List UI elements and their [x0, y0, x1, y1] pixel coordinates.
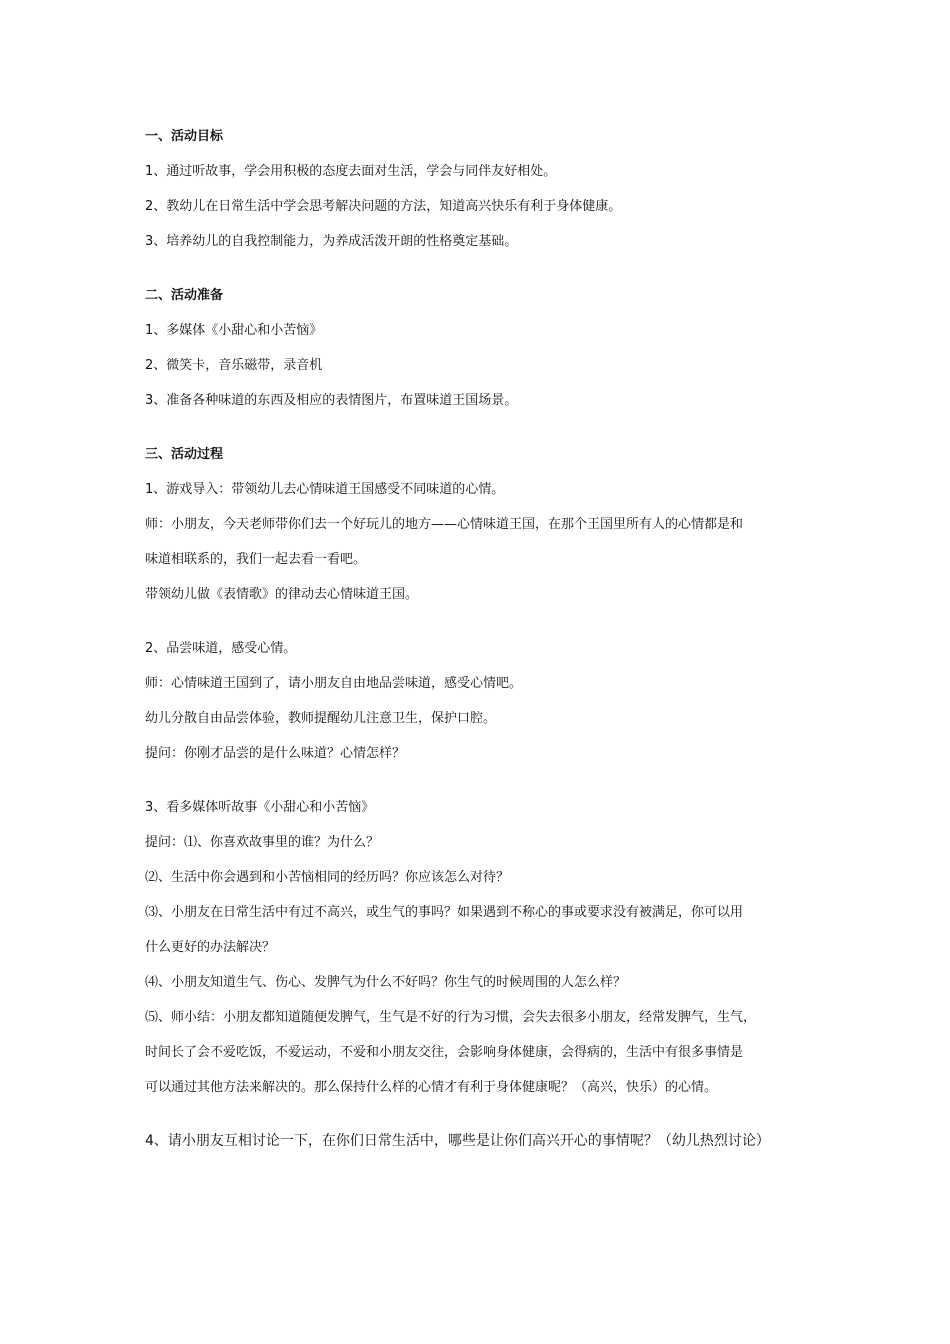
step1-line: 带领幼儿做《表情歌》的律动去心情味道王国。	[145, 587, 419, 602]
step3-line: ⑵、生活中你会遇到和小苦恼相同的经历吗？你应该怎么对待？	[145, 870, 510, 885]
prep-item-1: 1、多媒体《小甜心和小苦恼》	[145, 323, 323, 338]
step3-line: 什么更好的办法解决？	[145, 940, 276, 955]
step1-title: 1、游戏导入：带领幼儿去心情味道王国感受不同味道的心情。	[145, 482, 505, 497]
step1-line: 师：小朋友，今天老师带你们去一个好玩儿的地方——心情味道王国，在那个王国里所有人的心情都是和	[145, 517, 744, 532]
prep-item-3: 3、准备各种味道的东西及相应的表情图片，布置味道王国场景。	[145, 393, 518, 408]
step3-line: ⑷、小朋友知道生气、伤心、发脾气为什么不好吗？你生气的时候周围的人怎么样？	[145, 975, 627, 990]
step3-line: 时间长了会不爱吃饭，不爱运动，不爱和小朋友交往，会影响身体健康，会得病的，生活中有很多事情是	[145, 1045, 744, 1060]
step1-line: 味道相联系的，我们一起去看一看吧。	[145, 552, 367, 567]
step3-title: 3、看多媒体听故事《小甜心和小苦恼》	[145, 800, 375, 815]
step2-title: 2、品尝味道，感受心情。	[145, 641, 297, 656]
prep-item-2: 2、微笑卡，音乐磁带，录音机	[145, 358, 323, 373]
section-heading-process: 三、活动过程	[145, 447, 224, 462]
step2-line: 提问：你刚才品尝的是什么味道？心情怎样？	[145, 746, 406, 761]
step2-line: 师：心情味道王国到了，请小朋友自由地品尝味道，感受心情吧。	[145, 676, 523, 691]
section-heading-goals: 一、活动目标	[145, 129, 224, 144]
step3-line: 提问：⑴、你喜欢故事里的谁？为什么？	[145, 835, 380, 850]
step4-title: 4、请小朋友互相讨论一下，在你们日常生活中，哪些是让你们高兴开心的事情呢？（幼儿热烈讨论）	[145, 1133, 770, 1149]
step3-line: ⑸、师小结：小朋友都知道随便发脾气，生气是不好的行为习惯，会失去很多小朋友，经常发脾气，生气，	[145, 1010, 757, 1025]
step3-line: ⑶、小朋友在日常生活中有过不高兴，或生气的事吗？如果遇到不称心的事或要求没有被满足，你可以用	[145, 905, 744, 920]
goal-item-3: 3、培养幼儿的自我控制能力，为养成活泼开朗的性格奠定基础。	[145, 234, 518, 249]
goal-item-2: 2、教幼儿在日常生活中学会思考解决问题的方法，知道高兴快乐有利于身体健康。	[145, 199, 622, 214]
goal-item-1: 1、通过听故事，学会用积极的态度去面对生活，学会与同伴友好相处。	[145, 164, 557, 179]
step3-line: 可以通过其他方法来解决的。那么保持什么样的心情才有利于身体健康呢？（高兴，快乐）的心情。	[145, 1080, 718, 1095]
section-heading-preparation: 二、活动准备	[145, 288, 224, 303]
step2-line: 幼儿分散自由品尝体验，教师提醒幼儿注意卫生，保护口腔。	[145, 711, 497, 726]
